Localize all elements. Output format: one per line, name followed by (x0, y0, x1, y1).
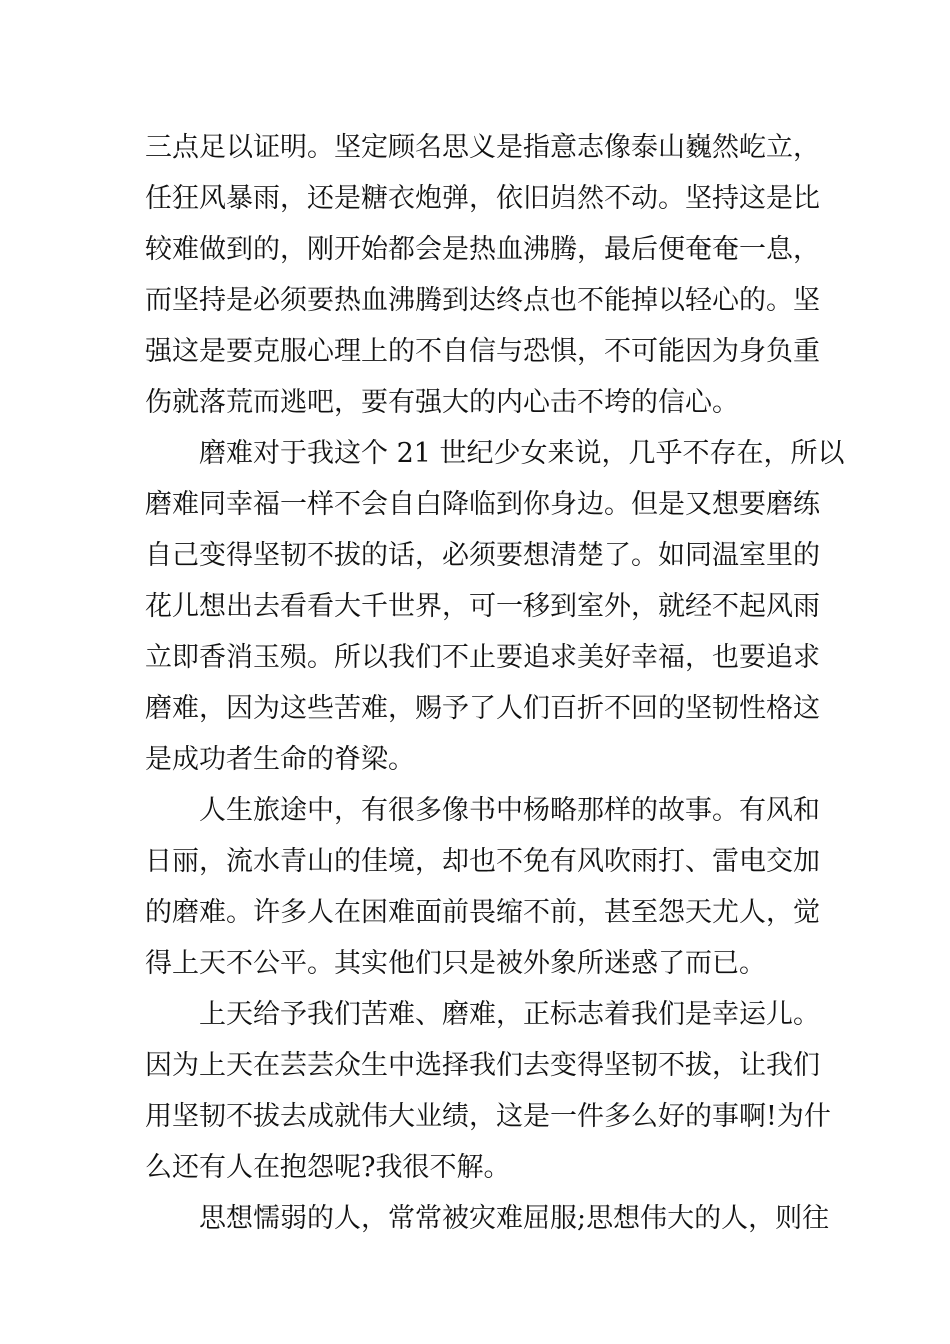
text-line: 较难做到的，刚开始都会是热血沸腾，最后便奄奄一息， (145, 234, 820, 265)
text-line: 任狂风暴雨，还是糖衣炮弹，依旧岿然不动。坚持这是比 (145, 183, 820, 214)
text-line: 是成功者生命的脊梁。 (145, 744, 415, 775)
document-body (145, 122, 845, 1244)
text-line: 伤就落荒而逃吧，要有强大的内心击不垮的信心。 (145, 387, 739, 418)
paragraph-first-line: 磨难对于我这个 21 世纪少女来说，几乎不存在，所以 (199, 438, 845, 469)
text-line: 日丽，流水青山的佳境，却也不免有风吹雨打、雷电交加 (145, 846, 820, 877)
text-line: 三点足以证明。坚定顾名思义是指意志像泰山巍然屹立， (145, 132, 820, 163)
paragraph-first-line: 思想懦弱的人，常常被灾难屈服;思想伟大的人，则往 (199, 1203, 830, 1234)
text-line: 自己变得坚韧不拔的话，必须要想清楚了。如同温室里的 (145, 540, 820, 571)
text-line: 磨难，因为这些苦难，赐予了人们百折不回的坚韧性格这 (145, 693, 820, 724)
paragraph-first-line: 上天给予我们苦难、磨难，正标志着我们是幸运儿。 (199, 999, 820, 1030)
paragraph-first-line: 人生旅途中，有很多像书中杨略那样的故事。有风和 (199, 795, 820, 826)
text-line: 因为上天在芸芸众生中选择我们去变得坚韧不拔，让我们 (145, 1050, 820, 1081)
text-line: 用坚韧不拔去成就伟大业绩，这是一件多么好的事啊!为什 (145, 1101, 831, 1132)
text-line: 磨难同幸福一样不会自白降临到你身边。但是又想要磨练 (145, 489, 820, 520)
text-line: 花儿想出去看看大千世界，可一移到室外，就经不起风雨 (145, 591, 820, 622)
text-line: 立即香消玉殒。所以我们不止要追求美好幸福，也要追求 (145, 642, 820, 673)
text-line: 么还有人在抱怨呢?我很不解。 (145, 1152, 511, 1183)
text-line: 得上天不公平。其实他们只是被外象所迷惑了而已。 (145, 948, 766, 979)
text-line: 的磨难。许多人在困难面前畏缩不前，甚至怨天尤人，觉 (145, 897, 820, 928)
text-line: 而坚持是必须要热血沸腾到达终点也不能掉以轻心的。坚 (145, 285, 820, 316)
text-line: 强这是要克服心理上的不自信与恐惧，不可能因为身负重 (145, 336, 820, 367)
